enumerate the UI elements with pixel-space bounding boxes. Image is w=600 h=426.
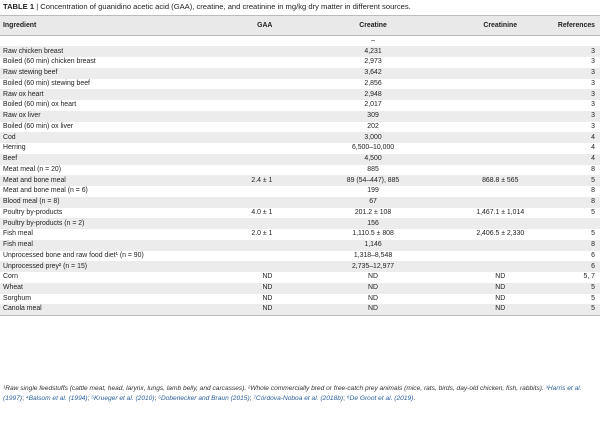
cell-gaa xyxy=(180,218,301,229)
cell-creatinine xyxy=(446,122,555,133)
cell-gaa xyxy=(180,261,301,272)
cell-references: 3 xyxy=(591,69,595,77)
cell-ingredient xyxy=(0,36,180,47)
cell-creatinine xyxy=(446,154,555,165)
cell-ingredient: Poultry by-products xyxy=(3,208,63,216)
cell-creatinine xyxy=(446,100,555,111)
cell-references: 5 xyxy=(591,176,595,184)
cell-creatine: ND xyxy=(368,284,378,292)
cell-creatinine: ND xyxy=(495,273,506,281)
cell-references: 3 xyxy=(591,112,595,120)
cell-creatinine xyxy=(446,68,555,79)
table-row xyxy=(0,197,600,208)
footnote-references: ³Harris et al. (1997); ⁴Balsom et al. (1994); ⁵Krueger et al. (2010); ⁶Dobenecker and Braun (2015); ⁷Córdova-Noboa et al. (2018b); ⁸De Groot et al. (2019). xyxy=(3,385,582,402)
cell-ingredient: Fish meal xyxy=(3,241,33,249)
cell-gaa xyxy=(180,89,301,100)
table-row xyxy=(0,251,600,262)
cell-creatinine xyxy=(446,79,555,90)
cell-creatine: 67 xyxy=(369,198,377,206)
cell-ingredient: Corn xyxy=(3,273,18,281)
cell-ingredient: Meat meal (n = 20) xyxy=(3,165,62,173)
cell-ingredient: Raw ox liver xyxy=(3,112,41,120)
cell-creatine: 199 xyxy=(367,187,379,195)
table-row xyxy=(0,89,600,100)
table-row xyxy=(0,36,600,47)
cell-creatine: 3,000 xyxy=(364,133,382,141)
caption-separator: | xyxy=(34,2,41,11)
cell-creatinine xyxy=(446,186,555,197)
cell-references: 5 xyxy=(555,304,600,315)
cell-gaa xyxy=(180,111,301,122)
cell-gaa xyxy=(180,57,301,68)
cell-gaa xyxy=(180,36,301,47)
cell-creatinine xyxy=(446,240,555,251)
cell-references: 5, 7 xyxy=(583,273,595,281)
cell-creatinine: ND xyxy=(495,284,506,292)
cell-ingredient: Boiled (60 min) stewing beef xyxy=(3,79,90,87)
cell-ingredient: Fish meal xyxy=(3,230,33,238)
cell-ingredient: Blood meal (n = 8) xyxy=(3,198,60,206)
table-body xyxy=(0,36,600,316)
header-references: References xyxy=(555,16,600,36)
cell-creatine: 6,500–10,000 xyxy=(351,144,395,152)
cell-ingredient: Sorghum xyxy=(3,294,31,302)
cell-creatinine xyxy=(446,218,555,229)
cell-gaa xyxy=(180,154,301,165)
cell-creatine: – xyxy=(371,37,375,45)
table-row xyxy=(0,122,600,133)
cell-ingredient: Unprocessed bone and raw food diet¹ (n = 90) xyxy=(3,251,144,259)
cell-references: 8 xyxy=(591,165,595,173)
cell-creatine: 1,318–8,548 xyxy=(353,251,393,259)
table-footnote xyxy=(3,384,597,404)
table-header-row xyxy=(0,16,600,36)
cell-creatinine: 1,467.1 ± 1,014 xyxy=(476,208,525,216)
cell-gaa: ND xyxy=(262,273,273,281)
table-row xyxy=(0,100,600,111)
cell-ingredient: Cod xyxy=(3,133,16,141)
footnote-line xyxy=(3,384,597,404)
cell-creatine: ND xyxy=(368,294,378,302)
cell-gaa xyxy=(180,100,301,111)
cell-creatine: ND xyxy=(368,273,378,281)
header-gaa: GAA xyxy=(180,16,301,36)
cell-references: 5 xyxy=(591,294,595,302)
cell-references: 5 xyxy=(591,284,595,292)
table-row xyxy=(0,283,600,294)
table-caption xyxy=(3,2,597,12)
table-row xyxy=(0,57,600,68)
footnote-definitions: ¹Raw single feedstuffs (cattle meat, head, larynx, lungs, lamb belly, and carcasses). ²Whole commercially bred or free-catch prey animals (mice, rats, birds, day-old chicken, fish, rabbits). xyxy=(3,385,544,392)
table-label: TABLE 1 xyxy=(3,2,35,11)
cell-gaa: ND xyxy=(262,294,273,302)
table-row xyxy=(0,294,600,305)
cell-references: 6 xyxy=(591,251,595,259)
cell-references: 3 xyxy=(591,122,595,130)
data-table xyxy=(0,15,600,316)
cell-creatine: 2,735–12,977 xyxy=(351,262,395,270)
cell-gaa xyxy=(180,79,301,90)
cell-creatinine xyxy=(446,251,555,262)
cell-ingredient: Raw chicken breast xyxy=(3,47,64,55)
cell-references: 3 xyxy=(591,90,595,98)
cell-ingredient: Meat and bone meal xyxy=(3,176,66,184)
cell-ingredient: Canola meal xyxy=(0,304,180,315)
cell-creatinine xyxy=(446,46,555,57)
header-creatine: Creatine xyxy=(300,16,445,36)
cell-references: 5 xyxy=(591,208,595,216)
table-row xyxy=(0,272,600,283)
cell-gaa xyxy=(180,46,301,57)
cell-ingredient: Raw ox heart xyxy=(3,90,44,98)
cell-creatinine xyxy=(446,111,555,122)
footnote-ref-link[interactable]: ⁵Krueger et al. (2010) xyxy=(91,395,155,402)
cell-creatine: ND xyxy=(300,304,445,315)
cell-gaa xyxy=(180,240,301,251)
table-row xyxy=(0,46,600,57)
footnote-ref-link[interactable]: ³Harris et al. (1997) xyxy=(3,385,582,402)
table-row xyxy=(0,240,600,251)
table-row xyxy=(0,165,600,176)
table-row xyxy=(0,111,600,122)
cell-references: 8 xyxy=(591,187,595,195)
caption-text: Concentration of guanidino acetic acid (GAA), creatine, and creatinine in mg/kg dry matter in different sources. xyxy=(40,2,411,11)
footnote-ref-link[interactable]: ⁴Balsom et al. (1994) xyxy=(25,395,88,402)
footnote-ref-link[interactable]: ⁸De Groot et al. (2019) xyxy=(346,395,414,402)
cell-ingredient: Boiled (60 min) ox heart xyxy=(3,101,77,109)
cell-references: 4 xyxy=(591,133,595,141)
table-row xyxy=(0,304,600,315)
cell-references: 3 xyxy=(591,101,595,109)
cell-ingredient: Wheat xyxy=(3,284,23,292)
header-creatinine: Creatinine xyxy=(446,16,555,36)
cell-creatinine xyxy=(446,197,555,208)
cell-ingredient: Boiled (60 min) chicken breast xyxy=(3,58,96,66)
cell-creatinine: 868.8 ± 565 xyxy=(482,176,519,184)
cell-references: 6 xyxy=(591,262,595,270)
cell-creatine: 4,231 xyxy=(364,47,382,55)
cell-gaa: 2.0 ± 1 xyxy=(251,230,273,238)
cell-creatine: 202 xyxy=(367,122,379,130)
table-row xyxy=(0,208,600,219)
cell-gaa: ND xyxy=(180,304,301,315)
table-row xyxy=(0,218,600,229)
table-row xyxy=(0,261,600,272)
cell-creatinine xyxy=(446,89,555,100)
footnote-ref-link[interactable]: ⁶Dobenecker and Braun (2015) xyxy=(158,395,250,402)
cell-gaa xyxy=(180,143,301,154)
cell-creatine: 309 xyxy=(367,112,379,120)
cell-ingredient: Raw stewing beef xyxy=(3,69,58,77)
table-row xyxy=(0,229,600,240)
cell-ingredient: Boiled (60 min) ox liver xyxy=(3,122,74,130)
cell-gaa: ND xyxy=(262,284,273,292)
header-ingredient: Ingredient xyxy=(0,16,180,36)
table-row xyxy=(0,154,600,165)
cell-creatine: 885 xyxy=(367,165,379,173)
cell-creatinine: ND xyxy=(495,294,506,302)
cell-gaa xyxy=(180,122,301,133)
cell-gaa xyxy=(180,251,301,262)
table-row xyxy=(0,175,600,186)
cell-creatinine xyxy=(446,132,555,143)
cell-references xyxy=(555,36,600,47)
cell-creatinine xyxy=(446,36,555,47)
cell-creatine: 2,856 xyxy=(364,79,382,87)
cell-creatine: 156 xyxy=(367,219,379,227)
cell-ingredient: Herring xyxy=(3,144,26,152)
cell-creatinine: ND xyxy=(446,304,555,315)
table-row xyxy=(0,132,600,143)
cell-creatinine xyxy=(446,57,555,68)
cell-gaa xyxy=(180,68,301,79)
cell-creatine: 2,973 xyxy=(364,58,382,66)
cell-creatine: 89 (54–447), 885 xyxy=(346,176,400,184)
table-row xyxy=(0,79,600,90)
cell-references: 4 xyxy=(591,144,595,152)
cell-references: 3 xyxy=(591,79,595,87)
cell-creatine: 4,500 xyxy=(364,155,382,163)
table-row xyxy=(0,143,600,154)
cell-references: 3 xyxy=(591,58,595,66)
cell-ingredient: Beef xyxy=(3,155,18,163)
cell-creatine: 201.2 ± 108 xyxy=(354,208,392,216)
cell-gaa xyxy=(180,132,301,143)
cell-gaa: 4.0 ± 1 xyxy=(251,208,273,216)
cell-creatine: 1,146 xyxy=(364,241,382,249)
cell-references: 4 xyxy=(591,155,595,163)
cell-gaa xyxy=(180,186,301,197)
cell-references: 3 xyxy=(591,47,595,55)
cell-ingredient: Meat and bone meal (n = 6) xyxy=(3,187,88,195)
cell-references: 8 xyxy=(591,198,595,206)
table-row xyxy=(0,68,600,79)
table-row xyxy=(0,186,600,197)
cell-references: 5 xyxy=(591,230,595,238)
cell-references xyxy=(555,218,600,229)
cell-ingredient: Poultry by-products (n = 2) xyxy=(3,219,85,227)
cell-creatinine xyxy=(446,261,555,272)
cell-gaa xyxy=(180,197,301,208)
cell-references: 8 xyxy=(591,241,595,249)
cell-creatine: 2,948 xyxy=(364,90,382,98)
footnote-ref-link[interactable]: ⁷Córdova-Noboa et al. (2018b) xyxy=(253,395,344,402)
cell-creatine: 2,017 xyxy=(364,101,382,109)
cell-gaa: 2.4 ± 1 xyxy=(251,176,273,184)
cell-creatinine xyxy=(446,165,555,176)
cell-creatinine: 2,406.5 ± 2,330 xyxy=(476,230,525,238)
cell-gaa xyxy=(180,165,301,176)
cell-ingredient: Unprocessed prey² (n = 15) xyxy=(3,262,88,270)
cell-creatinine xyxy=(446,143,555,154)
cell-creatine: 1,110.5 ± 808 xyxy=(352,230,394,238)
cell-creatine: 3,642 xyxy=(364,69,382,77)
